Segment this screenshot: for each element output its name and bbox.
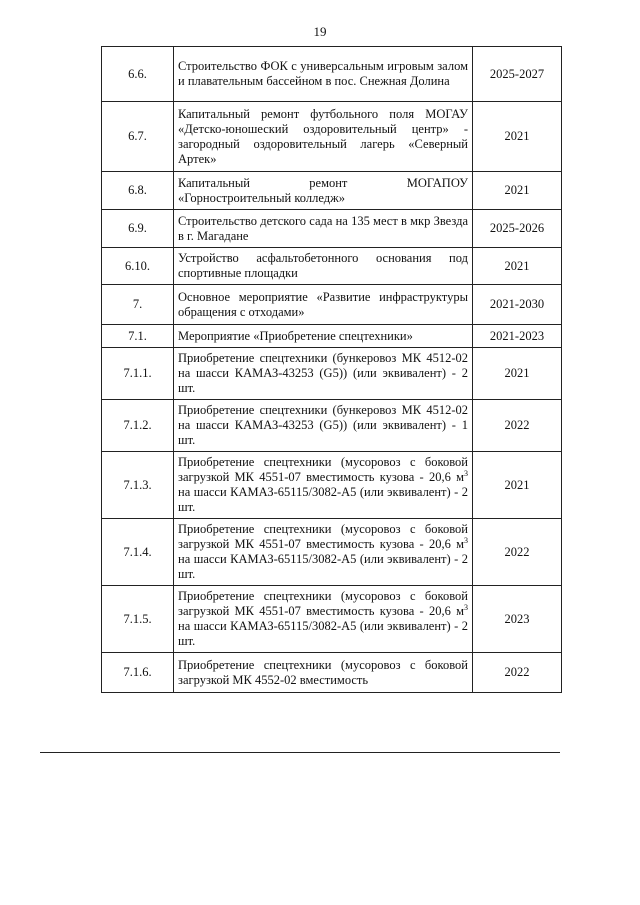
row-period: 2021 <box>473 248 562 285</box>
row-number: 6.8. <box>102 172 174 210</box>
row-period: 2025-2026 <box>473 210 562 248</box>
table-row <box>102 325 562 348</box>
row-period: 2022 <box>473 400 562 452</box>
row-number: 7.1.2. <box>102 400 174 452</box>
description-text: на шасси КАМАЗ-65115/3082-А5 (или эквивалент) - 2 шт. <box>178 552 468 581</box>
row-description: Приобретение спецтехники (мусоровоз с боковой загрузкой МК 4552-02 вместимость <box>174 653 473 693</box>
table-row <box>102 452 562 519</box>
measures-table <box>101 46 562 693</box>
description-text: Приобретение спецтехники (мусоровоз с боковой загрузкой МК 4551-07 вместимость кузова - 20,6 м <box>178 455 468 484</box>
row-period: 2021 <box>473 452 562 519</box>
cubic-superscript: 3 <box>464 535 468 545</box>
row-description: Приобретение спецтехники (бункеровоз МК 4512-02 на шасси КАМАЗ-43253 (G5)) (или эквивалент) - 1 шт. <box>174 400 473 452</box>
table-row <box>102 248 562 285</box>
row-period: 2023 <box>473 586 562 653</box>
table-row <box>102 285 562 325</box>
row-period: 2022 <box>473 653 562 693</box>
row-number: 6.10. <box>102 248 174 285</box>
row-period: 2021 <box>473 348 562 400</box>
row-description: Капитальный ремонт МОГАПОУ «Горностроительный колледж» <box>174 172 473 210</box>
description-text: Приобретение спецтехники (мусоровоз с боковой загрузкой МК 4551-07 вместимость кузова - 20,6 м <box>178 589 468 618</box>
row-number: 7.1.4. <box>102 519 174 586</box>
table-row <box>102 653 562 693</box>
row-number: 7. <box>102 285 174 325</box>
table-row <box>102 348 562 400</box>
description-text: Приобретение спецтехники (мусоровоз с боковой загрузкой МК 4551-07 вместимость кузова - 20,6 м <box>178 522 468 551</box>
row-number: 6.7. <box>102 102 174 172</box>
row-period: 2021 <box>473 172 562 210</box>
description-text: на шасси КАМАЗ-65115/3082-А5 (или эквивалент) - 2 шт. <box>178 485 468 514</box>
row-description <box>174 452 473 519</box>
row-period: 2021-2030 <box>473 285 562 325</box>
cubic-superscript: 3 <box>464 602 468 612</box>
row-period: 2025-2027 <box>473 47 562 102</box>
table-row <box>102 586 562 653</box>
table-row <box>102 519 562 586</box>
row-number: 6.9. <box>102 210 174 248</box>
page-number: 19 <box>313 24 327 39</box>
row-period: 2021-2023 <box>473 325 562 348</box>
row-number: 7.1.6. <box>102 653 174 693</box>
row-number: 7.1.1. <box>102 348 174 400</box>
table-row <box>102 210 562 248</box>
bottom-divider <box>40 752 560 753</box>
row-number: 7.1. <box>102 325 174 348</box>
cubic-superscript: 3 <box>464 468 468 478</box>
table-row <box>102 400 562 452</box>
row-number: 6.6. <box>102 47 174 102</box>
table-row <box>102 102 562 172</box>
row-description <box>174 586 473 653</box>
row-description: Устройство асфальтобетонного основания под спортивные площадки <box>174 248 473 285</box>
description-text: на шасси КАМАЗ-65115/3082-А5 (или эквивалент) - 2 шт. <box>178 619 468 648</box>
row-description <box>174 519 473 586</box>
table-row <box>102 47 562 102</box>
row-description: Мероприятие «Приобретение спецтехники» <box>174 325 473 348</box>
row-description: Капитальный ремонт футбольного поля МОГАУ «Детско-юношеский оздоровительный центр» - загородный оздоровительный лагерь «Северный Артек» <box>174 102 473 172</box>
row-description: Строительство ФОК с универсальным игровым залом и плавательным бассейном в пос. Снежная Долина <box>174 47 473 102</box>
row-period: 2021 <box>473 102 562 172</box>
row-number: 7.1.3. <box>102 452 174 519</box>
row-period: 2022 <box>473 519 562 586</box>
row-description: Основное мероприятие «Развитие инфраструктуры обращения с отходами» <box>174 285 473 325</box>
table-row <box>102 172 562 210</box>
row-description: Приобретение спецтехники (бункеровоз МК 4512-02 на шасси КАМАЗ-43253 (G5)) (или эквивалент) - 2 шт. <box>174 348 473 400</box>
row-description: Строительство детского сада на 135 мест в мкр Звезда в г. Магадане <box>174 210 473 248</box>
row-number: 7.1.5. <box>102 586 174 653</box>
